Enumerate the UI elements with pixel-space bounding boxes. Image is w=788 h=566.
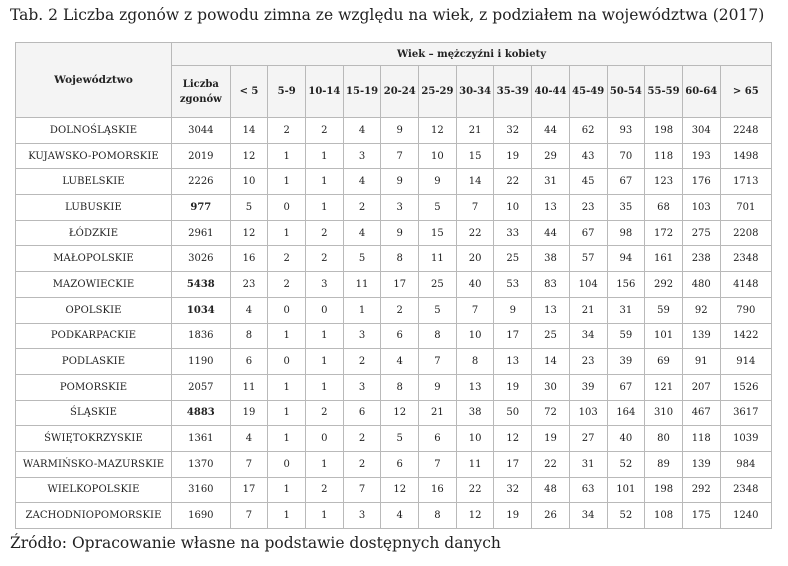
region-cell: PODLASKIE <box>16 349 172 375</box>
value-cell: 164 <box>607 400 645 426</box>
region-cell: MAZOWIECKIE <box>16 272 172 298</box>
value-cell: 0 <box>268 297 306 323</box>
total-deaths-cell: 977 <box>172 195 231 221</box>
value-cell: 52 <box>607 503 645 529</box>
table-row <box>16 400 772 426</box>
value-cell: 2 <box>343 195 381 221</box>
value-cell: 238 <box>682 246 720 272</box>
value-cell: 57 <box>569 246 607 272</box>
value-cell: 101 <box>645 323 683 349</box>
value-cell: 10 <box>419 143 457 169</box>
age-column-header: 55-59 <box>645 66 683 118</box>
value-cell: 9 <box>419 374 457 400</box>
value-cell: 16 <box>419 477 457 503</box>
value-cell: 22 <box>532 451 570 477</box>
value-cell: 43 <box>569 143 607 169</box>
value-cell: 207 <box>682 374 720 400</box>
value-cell: 72 <box>532 400 570 426</box>
value-cell: 93 <box>607 118 645 144</box>
value-cell: 31 <box>532 169 570 195</box>
total-deaths-cell: 1361 <box>172 426 231 452</box>
value-cell: 6 <box>381 451 419 477</box>
value-cell: 176 <box>682 169 720 195</box>
value-cell: 22 <box>456 477 494 503</box>
value-cell: 20 <box>456 246 494 272</box>
value-cell: 23 <box>569 349 607 375</box>
value-cell: 19 <box>494 503 532 529</box>
total-deaths-cell: 4883 <box>172 400 231 426</box>
value-cell: 44 <box>532 220 570 246</box>
region-column-header: Województwo <box>16 43 172 118</box>
value-cell: 1039 <box>720 426 771 452</box>
value-cell: 67 <box>569 220 607 246</box>
age-group-header: Wiek – mężczyźni i kobiety <box>172 43 772 66</box>
value-cell: 8 <box>419 503 457 529</box>
value-cell: 21 <box>456 118 494 144</box>
value-cell: 52 <box>607 451 645 477</box>
value-cell: 38 <box>532 246 570 272</box>
value-cell: 35 <box>607 195 645 221</box>
value-cell: 23 <box>569 195 607 221</box>
value-cell: 1 <box>268 220 306 246</box>
value-cell: 67 <box>607 169 645 195</box>
value-cell: 0 <box>268 451 306 477</box>
value-cell: 92 <box>682 297 720 323</box>
value-cell: 38 <box>456 400 494 426</box>
value-cell: 3 <box>343 503 381 529</box>
value-cell: 6 <box>381 323 419 349</box>
value-cell: 1 <box>268 169 306 195</box>
value-cell: 69 <box>645 349 683 375</box>
value-cell: 3 <box>343 323 381 349</box>
value-cell: 98 <box>607 220 645 246</box>
value-cell: 17 <box>381 272 419 298</box>
value-cell: 0 <box>306 426 344 452</box>
value-cell: 89 <box>645 451 683 477</box>
total-deaths-cell: 1370 <box>172 451 231 477</box>
table-row <box>16 451 772 477</box>
total-deaths-cell: 1836 <box>172 323 231 349</box>
table-row <box>16 323 772 349</box>
value-cell: 7 <box>230 451 268 477</box>
value-cell: 2 <box>343 349 381 375</box>
value-cell: 13 <box>456 374 494 400</box>
value-cell: 10 <box>494 195 532 221</box>
age-column-header: 40-44 <box>532 66 570 118</box>
value-cell: 40 <box>456 272 494 298</box>
value-cell: 4 <box>343 220 381 246</box>
value-cell: 21 <box>419 400 457 426</box>
value-cell: 91 <box>682 349 720 375</box>
value-cell: 292 <box>645 272 683 298</box>
value-cell: 156 <box>607 272 645 298</box>
value-cell: 9 <box>381 220 419 246</box>
total-deaths-cell: 1690 <box>172 503 231 529</box>
value-cell: 0 <box>306 297 344 323</box>
value-cell: 12 <box>230 143 268 169</box>
value-cell: 790 <box>720 297 771 323</box>
region-cell: DOLNOŚLĄSKIE <box>16 118 172 144</box>
value-cell: 19 <box>494 143 532 169</box>
value-cell: 1 <box>268 477 306 503</box>
value-cell: 23 <box>230 272 268 298</box>
table-row <box>16 118 772 144</box>
value-cell: 139 <box>682 451 720 477</box>
value-cell: 15 <box>456 143 494 169</box>
value-cell: 30 <box>532 374 570 400</box>
value-cell: 5 <box>419 297 457 323</box>
value-cell: 14 <box>532 349 570 375</box>
value-cell: 40 <box>607 426 645 452</box>
value-cell: 59 <box>607 323 645 349</box>
value-cell: 44 <box>532 118 570 144</box>
table-row <box>16 143 772 169</box>
region-cell: POMORSKIE <box>16 374 172 400</box>
value-cell: 2208 <box>720 220 771 246</box>
value-cell: 17 <box>230 477 268 503</box>
value-cell: 12 <box>381 400 419 426</box>
value-cell: 7 <box>456 297 494 323</box>
age-column-header: 15-19 <box>343 66 381 118</box>
age-column-header: 60-64 <box>682 66 720 118</box>
value-cell: 2 <box>306 118 344 144</box>
value-cell: 984 <box>720 451 771 477</box>
age-column-header: 50-54 <box>607 66 645 118</box>
value-cell: 1 <box>306 169 344 195</box>
value-cell: 10 <box>230 169 268 195</box>
value-cell: 11 <box>230 374 268 400</box>
value-cell: 8 <box>419 323 457 349</box>
value-cell: 4 <box>343 118 381 144</box>
value-cell: 198 <box>645 477 683 503</box>
value-cell: 13 <box>532 297 570 323</box>
value-cell: 161 <box>645 246 683 272</box>
value-cell: 1 <box>268 374 306 400</box>
value-cell: 304 <box>682 118 720 144</box>
value-cell: 13 <box>532 195 570 221</box>
value-cell: 101 <box>607 477 645 503</box>
value-cell: 914 <box>720 349 771 375</box>
total-deaths-cell: 1190 <box>172 349 231 375</box>
total-deaths-cell: 2226 <box>172 169 231 195</box>
table-row <box>16 477 772 503</box>
value-cell: 15 <box>419 220 457 246</box>
age-column-header: 5-9 <box>268 66 306 118</box>
value-cell: 32 <box>494 477 532 503</box>
region-cell: WIELKOPOLSKIE <box>16 477 172 503</box>
region-cell: PODKARPACKIE <box>16 323 172 349</box>
value-cell: 1 <box>268 323 306 349</box>
value-cell: 0 <box>268 195 306 221</box>
value-cell: 2 <box>306 246 344 272</box>
value-cell: 12 <box>381 477 419 503</box>
value-cell: 1 <box>268 503 306 529</box>
value-cell: 3 <box>381 195 419 221</box>
table-row <box>16 272 772 298</box>
value-cell: 83 <box>532 272 570 298</box>
value-cell: 3 <box>343 374 381 400</box>
value-cell: 118 <box>682 426 720 452</box>
value-cell: 7 <box>419 451 457 477</box>
value-cell: 701 <box>720 195 771 221</box>
value-cell: 2248 <box>720 118 771 144</box>
value-cell: 108 <box>645 503 683 529</box>
value-cell: 1 <box>268 143 306 169</box>
value-cell: 2 <box>381 297 419 323</box>
value-cell: 5 <box>230 195 268 221</box>
value-cell: 310 <box>645 400 683 426</box>
value-cell: 33 <box>494 220 532 246</box>
total-deaths-cell: 2019 <box>172 143 231 169</box>
value-cell: 80 <box>645 426 683 452</box>
value-cell: 25 <box>419 272 457 298</box>
value-cell: 8 <box>456 349 494 375</box>
value-cell: 8 <box>230 323 268 349</box>
value-cell: 2 <box>268 272 306 298</box>
value-cell: 2348 <box>720 246 771 272</box>
value-cell: 172 <box>645 220 683 246</box>
age-column-header: < 5 <box>230 66 268 118</box>
value-cell: 7 <box>456 195 494 221</box>
value-cell: 1 <box>306 374 344 400</box>
value-cell: 48 <box>532 477 570 503</box>
value-cell: 26 <box>532 503 570 529</box>
value-cell: 103 <box>569 400 607 426</box>
value-cell: 50 <box>494 400 532 426</box>
value-cell: 1498 <box>720 143 771 169</box>
value-cell: 198 <box>645 118 683 144</box>
value-cell: 9 <box>494 297 532 323</box>
value-cell: 14 <box>456 169 494 195</box>
value-cell: 7 <box>343 477 381 503</box>
value-cell: 121 <box>645 374 683 400</box>
value-cell: 2 <box>268 118 306 144</box>
value-cell: 63 <box>569 477 607 503</box>
value-cell: 34 <box>569 503 607 529</box>
value-cell: 9 <box>381 169 419 195</box>
value-cell: 118 <box>645 143 683 169</box>
value-cell: 2 <box>306 220 344 246</box>
value-cell: 94 <box>607 246 645 272</box>
value-cell: 9 <box>419 169 457 195</box>
value-cell: 12 <box>456 503 494 529</box>
value-cell: 4 <box>343 169 381 195</box>
table-body <box>16 118 772 529</box>
value-cell: 22 <box>456 220 494 246</box>
value-cell: 2348 <box>720 477 771 503</box>
value-cell: 1 <box>268 426 306 452</box>
value-cell: 19 <box>494 374 532 400</box>
value-cell: 275 <box>682 220 720 246</box>
table-row <box>16 220 772 246</box>
age-column-header: 35-39 <box>494 66 532 118</box>
value-cell: 19 <box>532 426 570 452</box>
value-cell: 104 <box>569 272 607 298</box>
region-cell: KUJAWSKO-POMORSKIE <box>16 143 172 169</box>
value-cell: 175 <box>682 503 720 529</box>
value-cell: 3617 <box>720 400 771 426</box>
value-cell: 3 <box>343 143 381 169</box>
total-deaths-cell: 2961 <box>172 220 231 246</box>
value-cell: 1 <box>268 400 306 426</box>
value-cell: 25 <box>494 246 532 272</box>
value-cell: 1 <box>306 349 344 375</box>
value-cell: 5 <box>381 426 419 452</box>
region-cell: ŁÓDZKIE <box>16 220 172 246</box>
value-cell: 1240 <box>720 503 771 529</box>
value-cell: 5 <box>343 246 381 272</box>
age-column-header: 45-49 <box>569 66 607 118</box>
value-cell: 8 <box>381 374 419 400</box>
age-column-header: 20-24 <box>381 66 419 118</box>
value-cell: 139 <box>682 323 720 349</box>
value-cell: 1 <box>306 195 344 221</box>
value-cell: 123 <box>645 169 683 195</box>
value-cell: 25 <box>532 323 570 349</box>
value-cell: 2 <box>343 451 381 477</box>
value-cell: 31 <box>569 451 607 477</box>
value-cell: 12 <box>419 118 457 144</box>
value-cell: 62 <box>569 118 607 144</box>
deaths-table <box>15 42 772 529</box>
value-cell: 6 <box>230 349 268 375</box>
total-deaths-cell: 3044 <box>172 118 231 144</box>
table-row <box>16 349 772 375</box>
table-row <box>16 169 772 195</box>
value-cell: 292 <box>682 477 720 503</box>
table-row <box>16 195 772 221</box>
value-cell: 39 <box>569 374 607 400</box>
value-cell: 6 <box>343 400 381 426</box>
value-cell: 53 <box>494 272 532 298</box>
value-cell: 7 <box>419 349 457 375</box>
value-cell: 1 <box>343 297 381 323</box>
value-cell: 7 <box>230 503 268 529</box>
total-deaths-cell: 1034 <box>172 297 231 323</box>
region-cell: LUBUSKIE <box>16 195 172 221</box>
value-cell: 16 <box>230 246 268 272</box>
total-deaths-cell: 3026 <box>172 246 231 272</box>
region-cell: ŚLĄSKIE <box>16 400 172 426</box>
value-cell: 21 <box>569 297 607 323</box>
value-cell: 2 <box>268 246 306 272</box>
value-cell: 0 <box>268 349 306 375</box>
value-cell: 7 <box>381 143 419 169</box>
value-cell: 27 <box>569 426 607 452</box>
total-deaths-cell: 3160 <box>172 477 231 503</box>
value-cell: 45 <box>569 169 607 195</box>
value-cell: 12 <box>230 220 268 246</box>
value-cell: 32 <box>494 118 532 144</box>
value-cell: 11 <box>456 451 494 477</box>
value-cell: 1422 <box>720 323 771 349</box>
table-caption: Tab. 2 Liczba zgonów z powodu zimna ze względu na wiek, z podziałem na województwa (2017) <box>10 6 765 24</box>
table-row <box>16 246 772 272</box>
value-cell: 13 <box>494 349 532 375</box>
value-cell: 1 <box>306 503 344 529</box>
value-cell: 4 <box>230 297 268 323</box>
table-row <box>16 297 772 323</box>
region-cell: OPOLSKIE <box>16 297 172 323</box>
age-column-header: > 65 <box>720 66 771 118</box>
value-cell: 14 <box>230 118 268 144</box>
region-cell: MAŁOPOLSKIE <box>16 246 172 272</box>
table-header-row-1 <box>16 43 772 66</box>
value-cell: 2 <box>306 477 344 503</box>
value-cell: 22 <box>494 169 532 195</box>
value-cell: 10 <box>456 426 494 452</box>
value-cell: 8 <box>381 246 419 272</box>
total-deaths-column-header: Liczba zgonów <box>172 66 231 118</box>
value-cell: 6 <box>419 426 457 452</box>
value-cell: 11 <box>343 272 381 298</box>
value-cell: 193 <box>682 143 720 169</box>
value-cell: 10 <box>456 323 494 349</box>
value-cell: 17 <box>494 323 532 349</box>
age-column-header: 30-34 <box>456 66 494 118</box>
value-cell: 2 <box>343 426 381 452</box>
age-column-header: 10-14 <box>306 66 344 118</box>
table-row <box>16 374 772 400</box>
region-cell: LUBELSKIE <box>16 169 172 195</box>
value-cell: 1 <box>306 143 344 169</box>
value-cell: 4148 <box>720 272 771 298</box>
value-cell: 1 <box>306 451 344 477</box>
region-cell: ZACHODNIOPOMORSKIE <box>16 503 172 529</box>
value-cell: 29 <box>532 143 570 169</box>
value-cell: 39 <box>607 349 645 375</box>
value-cell: 67 <box>607 374 645 400</box>
age-column-header: 25-29 <box>419 66 457 118</box>
value-cell: 3 <box>306 272 344 298</box>
total-deaths-cell: 5438 <box>172 272 231 298</box>
value-cell: 467 <box>682 400 720 426</box>
value-cell: 103 <box>682 195 720 221</box>
value-cell: 1 <box>306 323 344 349</box>
value-cell: 9 <box>381 118 419 144</box>
value-cell: 19 <box>230 400 268 426</box>
value-cell: 1713 <box>720 169 771 195</box>
region-cell: ŚWIĘTOKRZYSKIE <box>16 426 172 452</box>
total-deaths-cell: 2057 <box>172 374 231 400</box>
value-cell: 17 <box>494 451 532 477</box>
region-cell: WARMIŃSKO-MAZURSKIE <box>16 451 172 477</box>
table-row <box>16 503 772 529</box>
value-cell: 5 <box>419 195 457 221</box>
value-cell: 31 <box>607 297 645 323</box>
value-cell: 70 <box>607 143 645 169</box>
value-cell: 480 <box>682 272 720 298</box>
value-cell: 59 <box>645 297 683 323</box>
value-cell: 4 <box>230 426 268 452</box>
value-cell: 12 <box>494 426 532 452</box>
value-cell: 2 <box>306 400 344 426</box>
value-cell: 1526 <box>720 374 771 400</box>
value-cell: 4 <box>381 503 419 529</box>
value-cell: 34 <box>569 323 607 349</box>
table-row <box>16 426 772 452</box>
value-cell: 68 <box>645 195 683 221</box>
value-cell: 11 <box>419 246 457 272</box>
source-note: Źródło: Opracowanie własne na podstawie dostępnych danych <box>10 534 501 552</box>
value-cell: 4 <box>381 349 419 375</box>
